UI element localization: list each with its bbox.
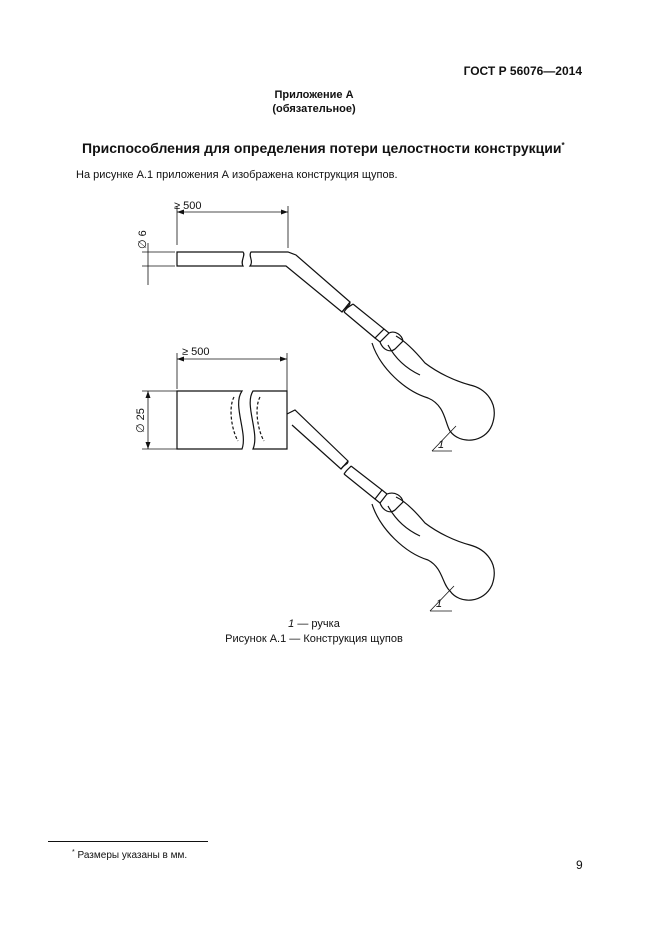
page-number: 9 (576, 858, 583, 872)
legend-text: — ручка (297, 618, 340, 630)
intro-paragraph: На рисунке А.1 приложения А изображена конструкция щупов. (76, 169, 398, 181)
dim-diameter-bottom: ∅ 25 (135, 408, 147, 433)
legend-number: 1 (288, 618, 295, 630)
callout-bottom: 1 (436, 598, 443, 610)
annex-status: (обязательное) (272, 103, 356, 115)
section-title (82, 140, 565, 156)
annex-heading (0, 88, 628, 116)
dim-length-top: ≥ 500 (174, 200, 202, 212)
probe-top-drawing (142, 206, 494, 451)
dim-length-bottom: ≥ 500 (182, 346, 210, 358)
footnote-mark: * (72, 849, 75, 856)
footnote (72, 849, 187, 861)
footnote-divider (48, 841, 208, 842)
probe-bottom-drawing (142, 353, 494, 611)
document-code: ГОСТ Р 56076—2014 (463, 64, 582, 78)
figure-legend (0, 618, 628, 630)
footnote-text: Размеры указаны в мм. (77, 850, 188, 861)
callout-top: 1 (438, 439, 445, 451)
figure-probes (120, 193, 510, 618)
section-footnote-mark: * (561, 141, 565, 150)
section-title-text: Приспособления для определения потери целостности конструкции (82, 140, 562, 156)
figure-caption: Рисунок А.1 — Конструкция щупов (225, 633, 403, 645)
annex-title: Приложение А (274, 89, 354, 101)
dim-diameter-top: ∅ 6 (137, 230, 149, 249)
